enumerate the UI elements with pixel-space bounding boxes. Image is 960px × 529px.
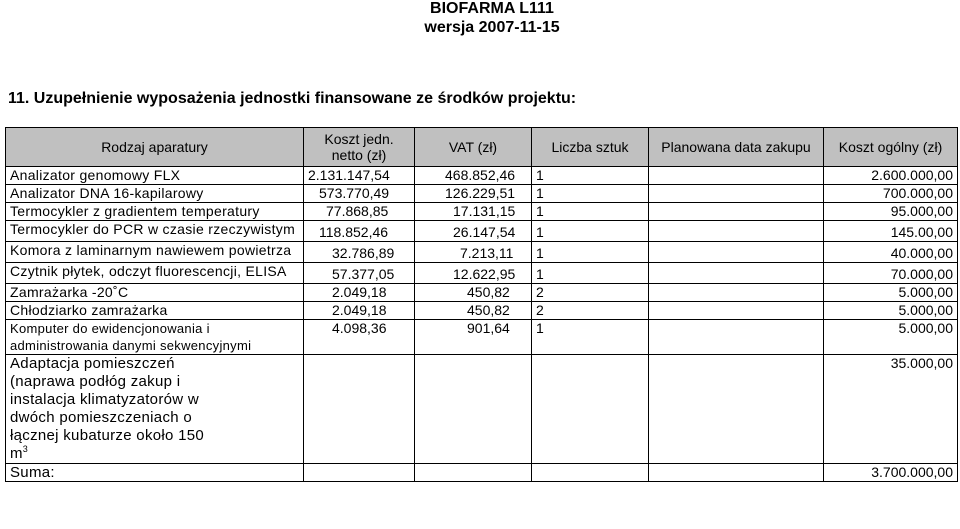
equipment-name: Czytnik płytek, odczyt fluorescencji, ELISA <box>6 263 304 284</box>
table-row <box>6 284 958 302</box>
table-row <box>6 302 958 320</box>
total-cost: 2.600.000,00 <box>824 167 958 185</box>
sum-label: Suma: <box>6 464 304 482</box>
unit-cost: 2.131.147,54 <box>304 167 415 185</box>
sum-empty <box>532 464 649 482</box>
quantity: 1 <box>532 320 649 355</box>
total-cost: 95.000,00 <box>824 203 958 221</box>
total-cost: 70.000,00 <box>824 263 958 284</box>
document-version: wersja 2007-11-15 <box>424 19 560 36</box>
purchase-date <box>649 263 824 284</box>
unit-cost: 118.852,46 <box>304 221 415 242</box>
sum-row <box>6 464 958 482</box>
table-row <box>6 320 958 355</box>
equipment-table <box>5 127 958 482</box>
unit-cost: 32.786,89 <box>304 242 415 263</box>
quantity: 1 <box>532 263 649 284</box>
sum-empty <box>304 464 415 482</box>
table-row <box>6 221 958 242</box>
vat-cost: 126.229,51 <box>415 185 532 203</box>
purchase-date <box>649 355 824 464</box>
equipment-name: Termocykler z gradientem temperatury <box>6 203 304 221</box>
purchase-date <box>649 242 824 263</box>
quantity: 1 <box>532 167 649 185</box>
vat-cost: 12.622,95 <box>415 263 532 284</box>
total-cost: 5.000,00 <box>824 320 958 355</box>
unit-cost: 77.868,85 <box>304 203 415 221</box>
quantity: 1 <box>532 242 649 263</box>
purchase-date <box>649 320 824 355</box>
total-cost: 145.00,00 <box>824 221 958 242</box>
equipment-name-text: Adaptacja pomieszczeń (naprawa podłóg zakup i instalacja klimatyzatorów w dwóch pomieszczeniach o łącznej kubaturze około 150 m <box>10 355 205 462</box>
unit-cost <box>304 355 415 464</box>
vat-cost <box>415 355 532 464</box>
quantity: 1 <box>532 221 649 242</box>
sum-total: 3.700.000,00 <box>824 464 958 482</box>
table-row <box>6 185 958 203</box>
purchase-date <box>649 284 824 302</box>
vat-cost: 901,64 <box>415 320 532 355</box>
sum-empty <box>649 464 824 482</box>
column-header: Liczba sztuk <box>532 128 649 167</box>
column-header: Planowana data zakupu <box>649 128 824 167</box>
section-title: 11. Uzupełnienie wyposażenia jednostki finansowane ze środków projektu: <box>8 90 577 107</box>
equipment-name: Komora z laminarnym nawiewem powietrza <box>6 242 304 263</box>
purchase-date <box>649 302 824 320</box>
equipment-name: Komputer do ewidencjonowania i administrowania danymi sekwencyjnymi <box>6 320 304 355</box>
purchase-date <box>649 203 824 221</box>
vat-cost: 468.852,46 <box>415 167 532 185</box>
table-row <box>6 355 958 464</box>
table-row <box>6 167 958 185</box>
column-header: Rodzaj aparatury <box>6 128 304 167</box>
total-cost: 5.000,00 <box>824 284 958 302</box>
equipment-name: Chłodziarko zamrażarka <box>6 302 304 320</box>
vat-cost: 26.147,54 <box>415 221 532 242</box>
column-header: Koszt ogólny (zł) <box>824 128 958 167</box>
column-header: Koszt jedn. netto (zł) <box>304 128 415 167</box>
total-cost: 5.000,00 <box>824 302 958 320</box>
column-header: VAT (zł) <box>415 128 532 167</box>
quantity <box>532 355 649 464</box>
total-cost: 700.000,00 <box>824 185 958 203</box>
equipment-name: Zamrażarka -20˚C <box>6 284 304 302</box>
equipment-name: Termocykler do PCR w czasie rzeczywistym <box>6 221 304 242</box>
vat-cost: 7.213,11 <box>415 242 532 263</box>
equipment-name <box>6 355 304 464</box>
unit-cost: 2.049,18 <box>304 302 415 320</box>
unit-cost: 2.049,18 <box>304 284 415 302</box>
purchase-date <box>649 185 824 203</box>
total-cost: 40.000,00 <box>824 242 958 263</box>
unit-cost: 573.770,49 <box>304 185 415 203</box>
quantity: 1 <box>532 185 649 203</box>
vat-cost: 450,82 <box>415 284 532 302</box>
unit-cost: 4.098,36 <box>304 320 415 355</box>
purchase-date <box>649 167 824 185</box>
table-header-row <box>6 128 958 167</box>
sum-empty <box>415 464 532 482</box>
unit-cost: 57.377,05 <box>304 263 415 284</box>
equipment-name: Analizator genomowy FLX <box>6 167 304 185</box>
table-row <box>6 203 958 221</box>
vat-cost: 450,82 <box>415 302 532 320</box>
total-cost: 35.000,00 <box>824 355 958 464</box>
purchase-date <box>649 221 824 242</box>
document-title: BIOFARMA L111 <box>430 0 554 17</box>
table-row <box>6 263 958 284</box>
quantity: 1 <box>532 203 649 221</box>
superscript: 3 <box>22 444 29 454</box>
vat-cost: 17.131,15 <box>415 203 532 221</box>
quantity: 2 <box>532 302 649 320</box>
table-row <box>6 242 958 263</box>
equipment-name: Analizator DNA 16-kapilarowy <box>6 185 304 203</box>
quantity: 2 <box>532 284 649 302</box>
